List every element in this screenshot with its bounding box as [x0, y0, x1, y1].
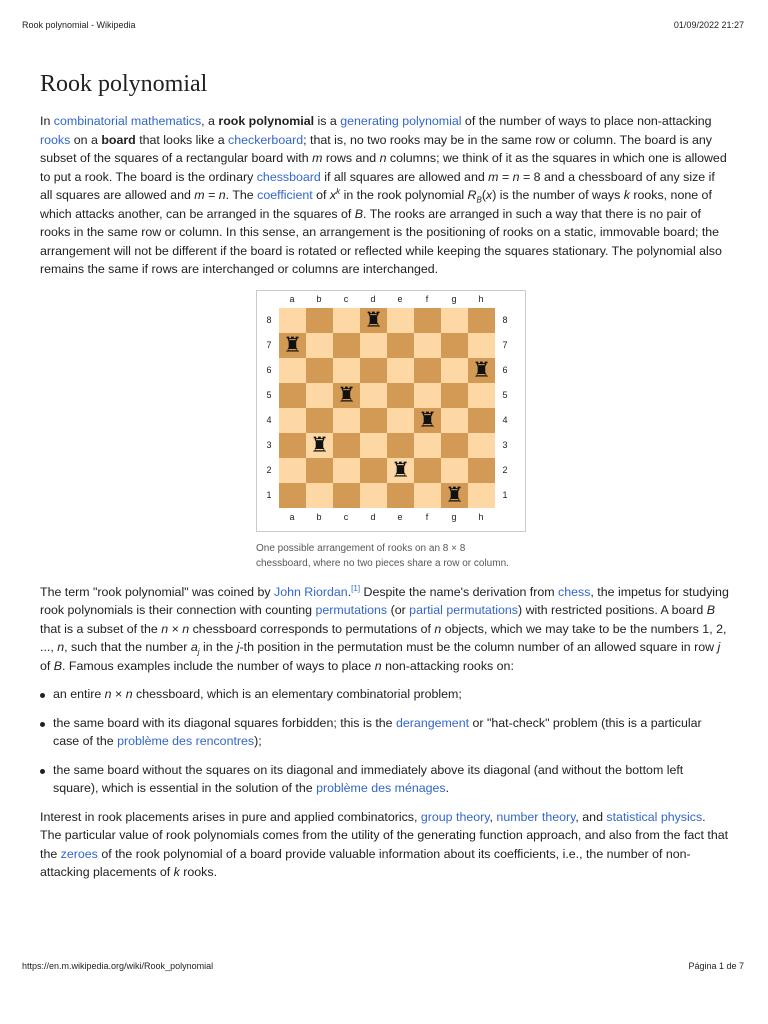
- print-page-number: Página 1 de 7: [688, 961, 744, 971]
- file-label-g: g: [451, 511, 457, 522]
- square-e6: [387, 358, 414, 383]
- rank-label-8: 8: [502, 314, 508, 325]
- square-f4: [414, 408, 441, 433]
- rank-label-6: 6: [502, 364, 508, 375]
- square-h6: [468, 358, 495, 383]
- square-f1: [414, 483, 441, 508]
- square-a2: [279, 458, 306, 483]
- square-h4: [468, 408, 495, 433]
- rank-label-2: 2: [502, 464, 508, 475]
- square-e4: [387, 408, 414, 433]
- square-c4: [333, 408, 360, 433]
- list-item: the same board with its diagonal squares forbidden; this is the derangement or "hat-check" problem (this is a particular case of the problème des rencontres);: [40, 714, 730, 751]
- square-b7: [306, 333, 333, 358]
- figure-caption: One possible arrangement of rooks on an 8 × 8 chessboard, where no two pieces share a row or column.: [256, 542, 509, 569]
- link-probleme-des-rencontres[interactable]: problème des rencontres: [117, 734, 255, 748]
- link-chessboard[interactable]: chessboard: [256, 169, 321, 184]
- file-label-f: f: [425, 511, 429, 522]
- link-combinatorial-mathematics[interactable]: combinatorial mathematics: [53, 114, 202, 128]
- square-f5: [414, 383, 441, 408]
- print-url: https://en.m.wikipedia.org/wiki/Rook_polynomial: [22, 961, 214, 971]
- square-d8: [360, 308, 387, 333]
- link-coefficient[interactable]: coefficient: [257, 188, 313, 202]
- file-label-g: g: [451, 293, 457, 304]
- square-f7: [414, 333, 441, 358]
- chessboard-grid: [279, 308, 495, 508]
- square-b2: [306, 458, 333, 483]
- square-h5: [468, 383, 495, 408]
- rank-label-3: 3: [502, 439, 508, 450]
- square-a7: [279, 333, 306, 358]
- rank-label-1: 1: [266, 489, 272, 500]
- file-label-a: a: [289, 511, 295, 522]
- rook-icon: ♜: [418, 407, 437, 432]
- file-label-d: d: [370, 511, 376, 522]
- square-c1: [333, 483, 360, 508]
- link-checkerboard[interactable]: checkerboard: [228, 132, 304, 147]
- list-item: the same board without the squares on its diagonal and immediately above its diagonal (and without the bottom left square), which is essential in the solution of the problème des ménages.: [40, 761, 730, 798]
- square-h1: [468, 483, 495, 508]
- print-datetime: 01/09/2022 21:27: [673, 20, 744, 30]
- paragraph-3: Interest in rook placements arises in pure and applied combinatorics, group theory, number theory, and statistical physics. The particular value of rook polynomials comes from the utility of the generating function approach, and also from the fact that the zeroes of the rook polynomial of a board provide valuable information about its coefficients, i.e., the number of non-attacking placements of k rooks.: [40, 809, 729, 879]
- rank-label-7: 7: [266, 339, 272, 350]
- rook-icon: ♜: [337, 382, 356, 407]
- square-b1: [306, 483, 333, 508]
- link-zeroes[interactable]: zeroes: [60, 846, 98, 861]
- square-h2: [468, 458, 495, 483]
- rook-icon: ♜: [283, 332, 302, 357]
- square-f8: [414, 308, 441, 333]
- rook-icon: ♜: [310, 432, 329, 457]
- square-d2: [360, 458, 387, 483]
- file-label-d: d: [370, 293, 376, 304]
- file-label-h: h: [478, 293, 484, 304]
- square-a3: [279, 433, 306, 458]
- square-c3: [333, 433, 360, 458]
- file-label-e: e: [397, 293, 403, 304]
- link-statistical-physics[interactable]: statistical physics: [606, 809, 703, 824]
- square-b6: [306, 358, 333, 383]
- square-b4: [306, 408, 333, 433]
- square-e1: [387, 483, 414, 508]
- square-g2: [441, 458, 468, 483]
- file-label-h: h: [478, 511, 484, 522]
- square-g6: [441, 358, 468, 383]
- square-b3: [306, 433, 333, 458]
- link-permutations[interactable]: permutations: [315, 603, 388, 617]
- chessboard-figure: [256, 290, 526, 571]
- examples-list: [40, 685, 730, 798]
- square-e8: [387, 308, 414, 333]
- intro-paragraph: In combinatorial mathematics, a rook polynomial is a generating polynomial of the number of ways to place non-attacking rooks on a board that looks like a checkerboard; that is, no two rooks may be in the same row or column. The board is any subset of the squares of a rectangular board with m rows and n columns; we think of it as the squares in which one is allowed to put a rook. The board is the ordinary chessboard if all squares are allowed and m = n = 8 and a chessboard of any size if all squares are allowed and m = n. The coefficient of $x^k$ in the rook polynomial $R_B(x)$ is the number of ways k rooks, none of which attacks another, can be arranged in the squares of B. The rooks are arranged in such a way that there is no pair of rooks in the same row or column. In this sense, an arrangement is the positioning of rooks on a static, immovable board; the arrangement will not be different if the board is rotated or reflected while keeping the squares stationary. The polynomial also remains the same if rows are interchanged or columns are interchanged.: [40, 114, 727, 276]
- square-g3: [441, 433, 468, 458]
- rook-icon: ♜: [472, 357, 491, 382]
- file-label-b: b: [316, 293, 322, 304]
- square-a8: [279, 308, 306, 333]
- file-label-c: c: [343, 293, 349, 304]
- file-label-b: b: [316, 511, 322, 522]
- square-e3: [387, 433, 414, 458]
- square-h8: [468, 308, 495, 333]
- link-group-theory[interactable]: group theory: [420, 809, 490, 824]
- reference-1[interactable]: [1]: [351, 583, 361, 593]
- link-chess[interactable]: chess: [558, 584, 591, 599]
- list-item: an entire n × n chessboard, which is an elementary combinatorial problem;: [40, 685, 730, 704]
- square-d6: [360, 358, 387, 383]
- rook-icon: ♜: [364, 307, 383, 332]
- square-a5: [279, 383, 306, 408]
- link-john-riordan[interactable]: John Riordan: [274, 584, 348, 599]
- square-c8: [333, 308, 360, 333]
- link-probleme-des-menages[interactable]: problème des ménages: [316, 781, 446, 795]
- print-footer: [22, 961, 744, 975]
- rank-label-4: 4: [502, 414, 508, 425]
- square-d1: [360, 483, 387, 508]
- print-page-title: Rook polynomial - Wikipedia: [22, 20, 136, 30]
- square-d3: [360, 433, 387, 458]
- file-label-c: c: [343, 511, 349, 522]
- square-f6: [414, 358, 441, 383]
- square-a4: [279, 408, 306, 433]
- square-h7: [468, 333, 495, 358]
- square-b5: [306, 383, 333, 408]
- link-number-theory[interactable]: number theory: [496, 809, 576, 824]
- link-derangement[interactable]: derangement: [396, 715, 470, 730]
- square-a1: [279, 483, 306, 508]
- rook-icon: ♜: [391, 457, 410, 482]
- square-c6: [333, 358, 360, 383]
- rank-label-2: 2: [266, 464, 272, 475]
- square-e7: [387, 333, 414, 358]
- link-partial-permutations[interactable]: partial permutations: [409, 603, 518, 617]
- square-c7: [333, 333, 360, 358]
- paragraph-2: The term "rook polynomial" was coined by John Riordan.[1] Despite the name's derivation from chess, the impetus for studying rook polynomials is their connection with counting permutations (or partial permutations) with restricted positions. A board B that is a subset of the n × n chessboard corresponds to permutations of n objects, which we may take to be the numbers 1, 2, ..., n, such that the number $a_j$ in the j-th position in the permutation must be the column number of an allowed square in row j of B. Famous examples include the number of ways to place n non-attacking rooks on:: [40, 583, 729, 673]
- square-g4: [441, 408, 468, 433]
- square-g5: [441, 383, 468, 408]
- square-c2: [333, 458, 360, 483]
- square-g8: [441, 308, 468, 333]
- link-generating-polynomial[interactable]: generating polynomial: [340, 114, 462, 128]
- rank-label-6: 6: [266, 364, 272, 375]
- rank-label-1: 1: [502, 489, 508, 500]
- rank-label-7: 7: [502, 339, 508, 350]
- square-h3: [468, 433, 495, 458]
- article-content: [40, 68, 730, 882]
- rank-label-3: 3: [266, 439, 272, 450]
- square-a6: [279, 358, 306, 383]
- rank-label-5: 5: [502, 389, 508, 400]
- rank-label-5: 5: [266, 389, 272, 400]
- square-g7: [441, 333, 468, 358]
- file-label-a: a: [289, 293, 295, 304]
- square-d5: [360, 383, 387, 408]
- square-d7: [360, 333, 387, 358]
- square-f2: [414, 458, 441, 483]
- square-e2: [387, 458, 414, 483]
- page-title: Rook polynomial: [40, 71, 208, 97]
- square-f3: [414, 433, 441, 458]
- print-header: [22, 20, 744, 34]
- square-d4: [360, 408, 387, 433]
- square-e5: [387, 383, 414, 408]
- rank-label-8: 8: [266, 314, 272, 325]
- rank-label-4: 4: [266, 414, 272, 425]
- file-label-e: e: [397, 511, 403, 522]
- square-b8: [306, 308, 333, 333]
- square-c5: [333, 383, 360, 408]
- square-g1: [441, 483, 468, 508]
- link-rooks[interactable]: rooks: [40, 132, 71, 147]
- file-label-f: f: [425, 293, 429, 304]
- chessboard: [256, 290, 526, 532]
- rook-icon: ♜: [445, 482, 464, 507]
